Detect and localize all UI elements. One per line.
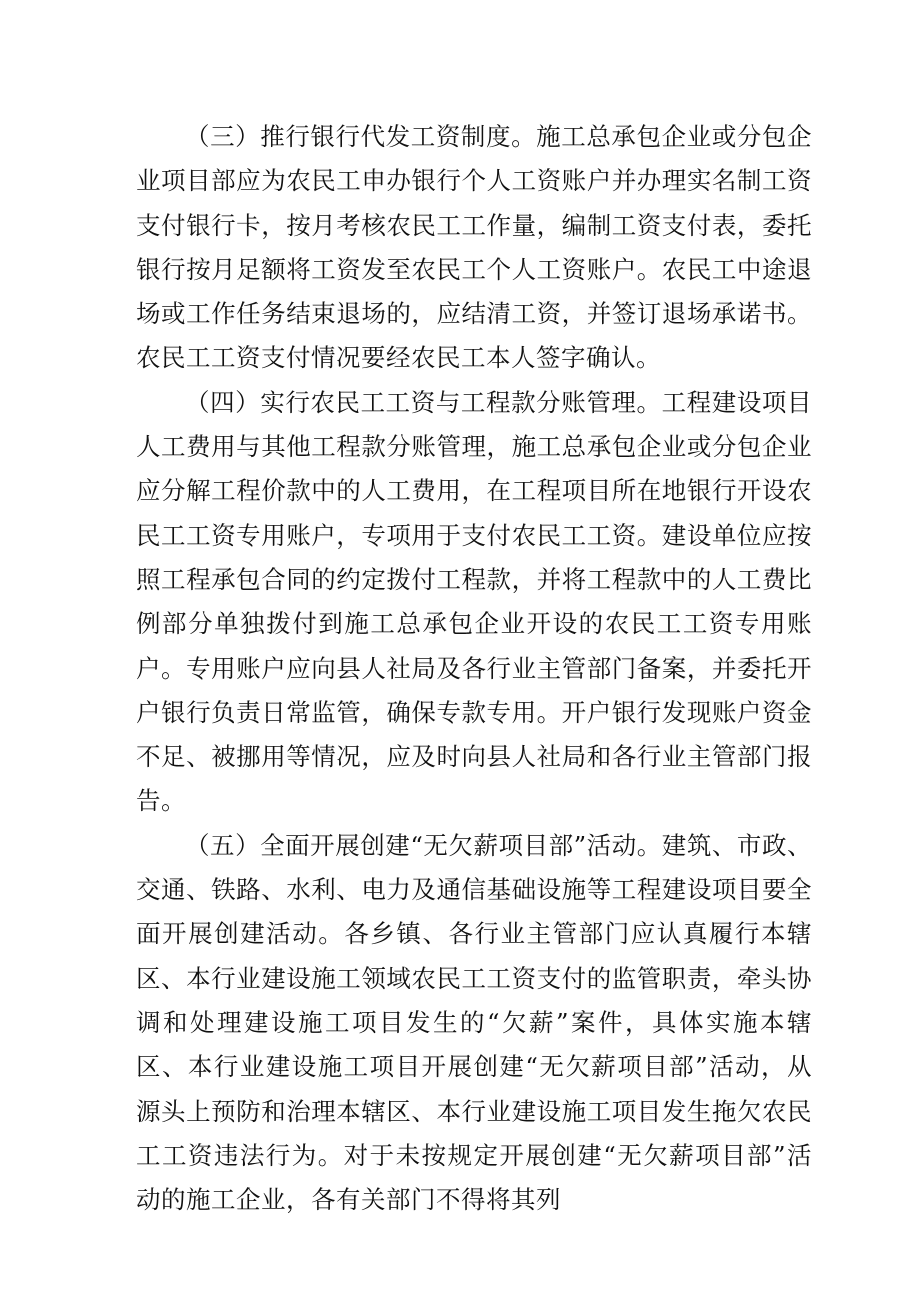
- paragraph-4-separate-account-management: （四）实行农民工工资与工程款分账管理。工程建设项目人工费用与其他工程款分账管理，施工总承包企业或分包企业应分解工程价款中的人工费用，在工程项目所在地银行开设农民工工资专用账户，专项用于支付农民工工资。建设单位应按照工程承包合同的约定拨付工程款，并将工程款中的人工费比例部分单独拨付到施工总承包企业开设的农民工工资专用账户。专用账户应向县人社局及各行业主管部门备案，并委托开户银行负责日常监管，确保专款专用。开户银行发现账户资金不足、被挪用等情况，应及时向县人社局和各行业主管部门报告。: [136, 387, 812, 816]
- paragraph-3-bank-wage-payment: （三）推行银行代发工资制度。施工总承包企业或分包企业项目部应为农民工申办银行个人工资账户并办理实名制工资支付银行卡，按月考核农民工工作量，编制工资支付表，委托银行按月足额将工资发至农民工个人工资账户。农民工中途退场或工作任务结束退场的，应结清工资，并签订退场承诺书。农民工工资支付情况要经农民工本人签字确认。: [136, 122, 812, 373]
- document-body: [136, 115, 812, 1222]
- paragraph-5-no-wage-arrears-campaign: （五）全面开展创建“无欠薪项目部”活动。建筑、市政、交通、铁路、水利、电力及通信基础设施等工程建设项目要全面开展创建活动。各乡镇、各行业主管部门应认真履行本辖区、本行业建设施工领域农民工工资支付的监管职责，牵头协调和处理建设施工项目发生的“欠薪”案件，具体实施本辖区、本行业建设施工项目开展创建“无欠薪项目部”活动，从源头上预防和治理本辖区、本行业建设施工项目发生拖欠农民工工资违法行为。对于未按规定开展创建“无欠薪项目部”活动的施工企业，各有关部门不得将其列: [136, 830, 812, 1215]
